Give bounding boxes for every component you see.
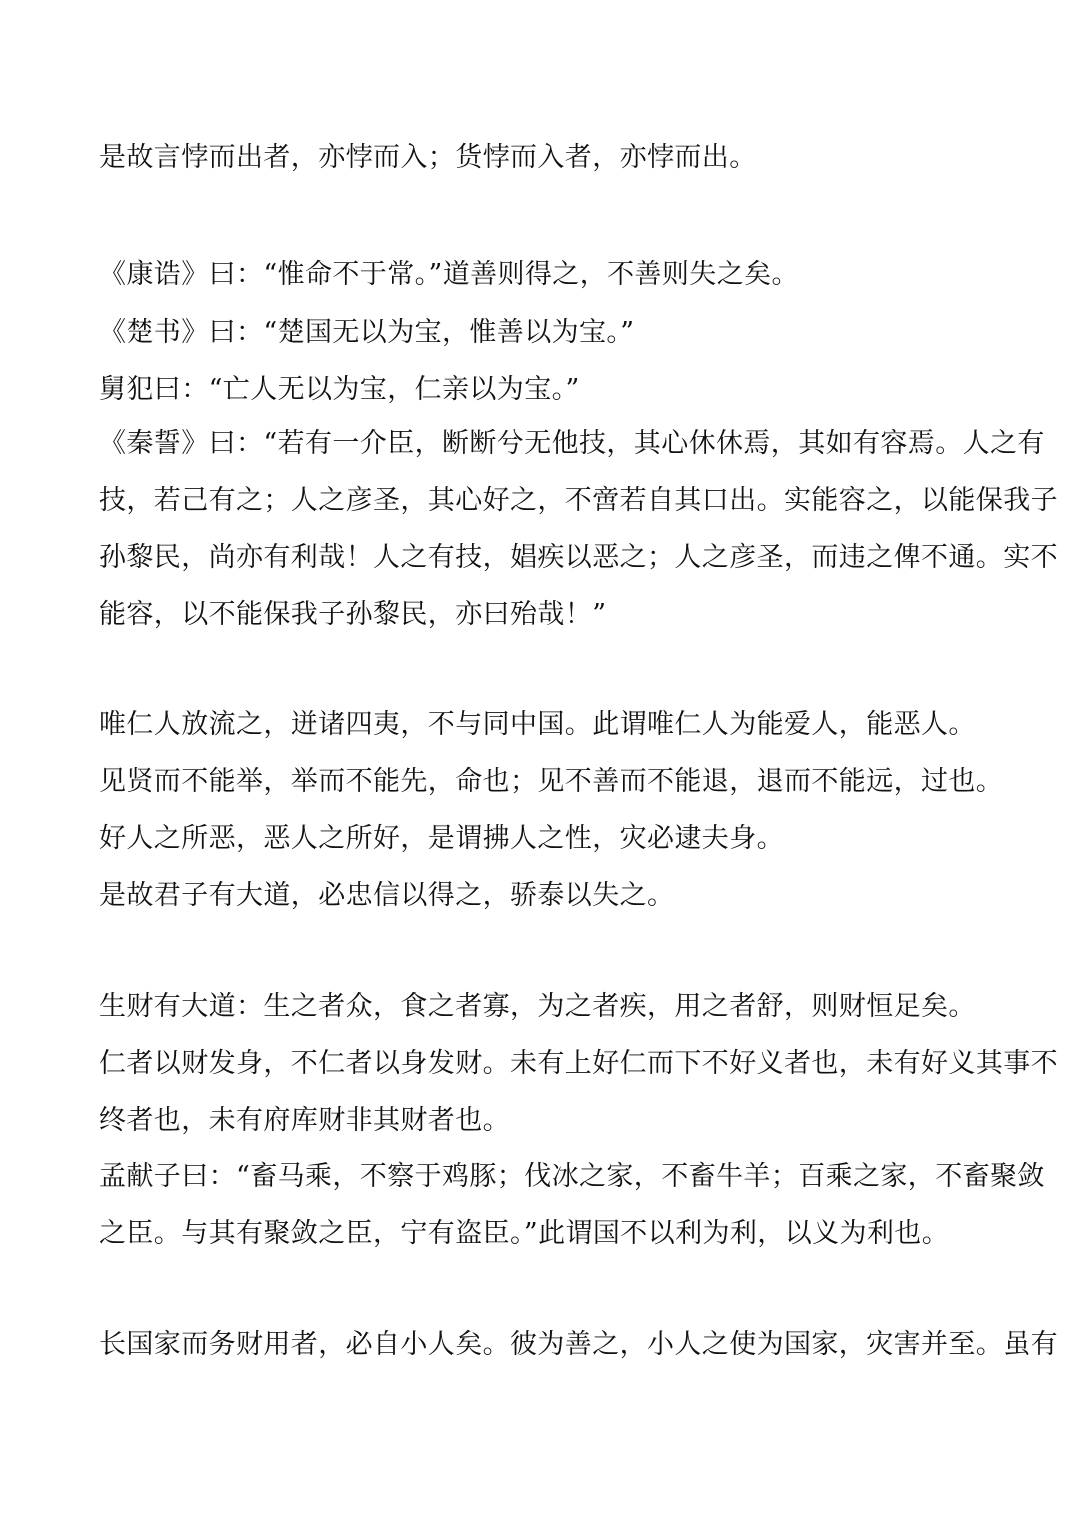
text-line: 好人之所恶，恶人之所好，是谓拂人之性，灾必逮夫身。 xyxy=(99,823,784,854)
text-line: 是故君子有大道，必忠信以得之，骄泰以失之。 xyxy=(99,880,675,911)
text-line: 孟献子曰：“畜马乘，不察于鸡豚；伐冰之家，不畜牛羊；百乘之家，不畜聚敛 xyxy=(99,1161,1045,1192)
text-line: 是故言悖而出者，亦悖而入；货悖而入者，亦悖而出。 xyxy=(99,142,757,173)
text-line: 舅犯曰：“亡人无以为宝，仁亲以为宝。” xyxy=(99,374,580,405)
text-line: 唯仁人放流之，迸诸四夷，不与同中国。此谓唯仁人为能爱人，能恶人。 xyxy=(99,709,976,740)
text-line: 孙黎民，尚亦有利哉！人之有技，娼疾以恶之；人之彦圣，而违之俾不通。实不 xyxy=(99,542,1058,573)
text-line: 能容，以不能保我子孙黎民，亦曰殆哉！” xyxy=(99,599,607,630)
text-line: 长国家而务财用者，必自小人矣。彼为善之，小人之使为国家，灾害并至。虽有 xyxy=(99,1329,1058,1360)
text-line: 《楚书》曰：“楚国无以为宝，惟善以为宝。” xyxy=(99,317,635,348)
text-line: 技，若己有之；人之彦圣，其心好之，不啻若自其口出。实能容之，以能保我子 xyxy=(99,485,1058,516)
text-line: 仁者以财发身，不仁者以身发财。未有上好仁而下不好义者也，未有好义其事不 xyxy=(99,1048,1058,1079)
text-line: 见贤而不能举，举而不能先，命也；见不善而不能退，退而不能远，过也。 xyxy=(99,766,1004,797)
text-line: 《秦誓》曰：“若有一介臣，断断兮无他技，其心休休焉，其如有容焉。人之有 xyxy=(99,428,1045,459)
text-line: 终者也，未有府库财非其财者也。 xyxy=(99,1105,510,1136)
text-line: 生财有大道：生之者众，食之者寡，为之者疾，用之者舒，则财恒足矣。 xyxy=(99,991,976,1022)
text-line: 之臣。与其有聚敛之臣，宁有盗臣。”此谓国不以利为利，以义为利也。 xyxy=(99,1218,950,1249)
text-line: 《康诰》曰：“惟命不于常。”道善则得之，不善则失之矣。 xyxy=(99,259,799,290)
